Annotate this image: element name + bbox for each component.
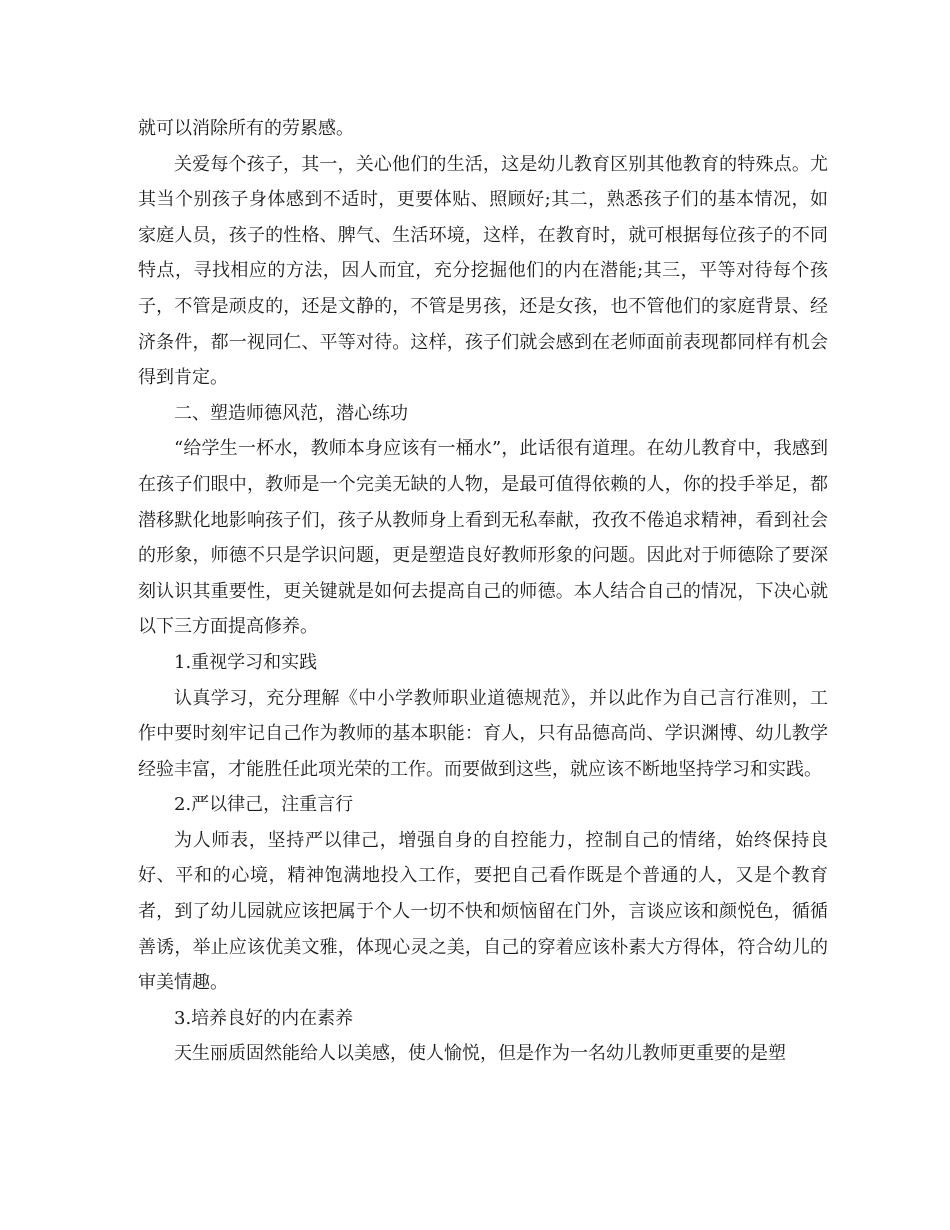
section-heading: 二、塑造师德风范，潜心练功: [174, 402, 408, 424]
paragraph: 天生丽质固然能给人以美感，使人愉悦，但是作为一名幼儿教师更重要的是塑: [174, 1043, 786, 1065]
paragraph: 关爱每个孩子，其一，关心他们的生活，这是幼儿教育区别其他教育的特殊点。尤其当个别孩子身体感到不适时，更要体贴、照顾好;其二，熟悉孩子们的基本情况，如家庭人员，孩子的性格、脾气、生活环境，这样，在教育时，就可根据每位孩子的不同特点，寻找相应的方法，因人而宜，充分挖掘他们的内在潜能;其三，平等对待每个孩子，不管是顽皮的，还是文静的，不管是男孩，还是女孩，也不管他们的家庭背景、经济条件，都一视同仁、平等对待。这样，孩子们就会感到在老师面前表现都同样有机会得到肯定。: [138, 153, 828, 389]
paragraph: 为人师表，坚持严以律己，增强自身的自控能力，控制自己的情绪，始终保持良好、平和的心境，精神饱满地投入工作，要把自己看作既是个普通的人，又是个教育者，到了幼儿园就应该把属于个人一切不快和烦恼留在门外，言谈应该和颜悦色，循循善诱，举止应该优美文雅，体现心灵之美，自己的穿着应该朴素大方得体，符合幼儿的审美情趣。: [138, 829, 828, 994]
paragraph: 就可以消除所有的劳累感。: [138, 118, 354, 139]
document-body: [138, 111, 828, 1072]
subsection-heading: 3.培养良好的内在素养: [174, 1007, 354, 1029]
paragraph: “给学生一杯水，教师本身应该有一桶水”，此话很有道理。在幼儿教育中，我感到在孩子们眼中，教师是一个完美无缺的人物，是最可值得依赖的人，你的投手举足，都潜移默化地影响孩子们，孩子从教师身上看到无私奉献，孜孜不倦追求精神，看到社会的形象，师德不只是学识问题，更是塑造良好教师形象的问题。因此对于师德除了要深刻认识其重要性，更关键就是如何去提高自己的师德。本人结合自己的情况，下决心就以下三方面提高修养。: [138, 438, 828, 638]
subsection-heading: 2.严以律己，注重言行: [174, 794, 354, 816]
subsection-heading: 1.重视学习和实践: [174, 651, 318, 673]
paragraph: 认真学习，充分理解《中小学教师职业道德规范》，并以此作为自己言行准则，工作中要时刻牢记自己作为教师的基本职能：育人，只有品德高尚、学识渊博、幼儿教学经验丰富，才能胜任此项光荣的工作。而要做到这些，就应该不断地坚持学习和实践。: [138, 687, 828, 780]
